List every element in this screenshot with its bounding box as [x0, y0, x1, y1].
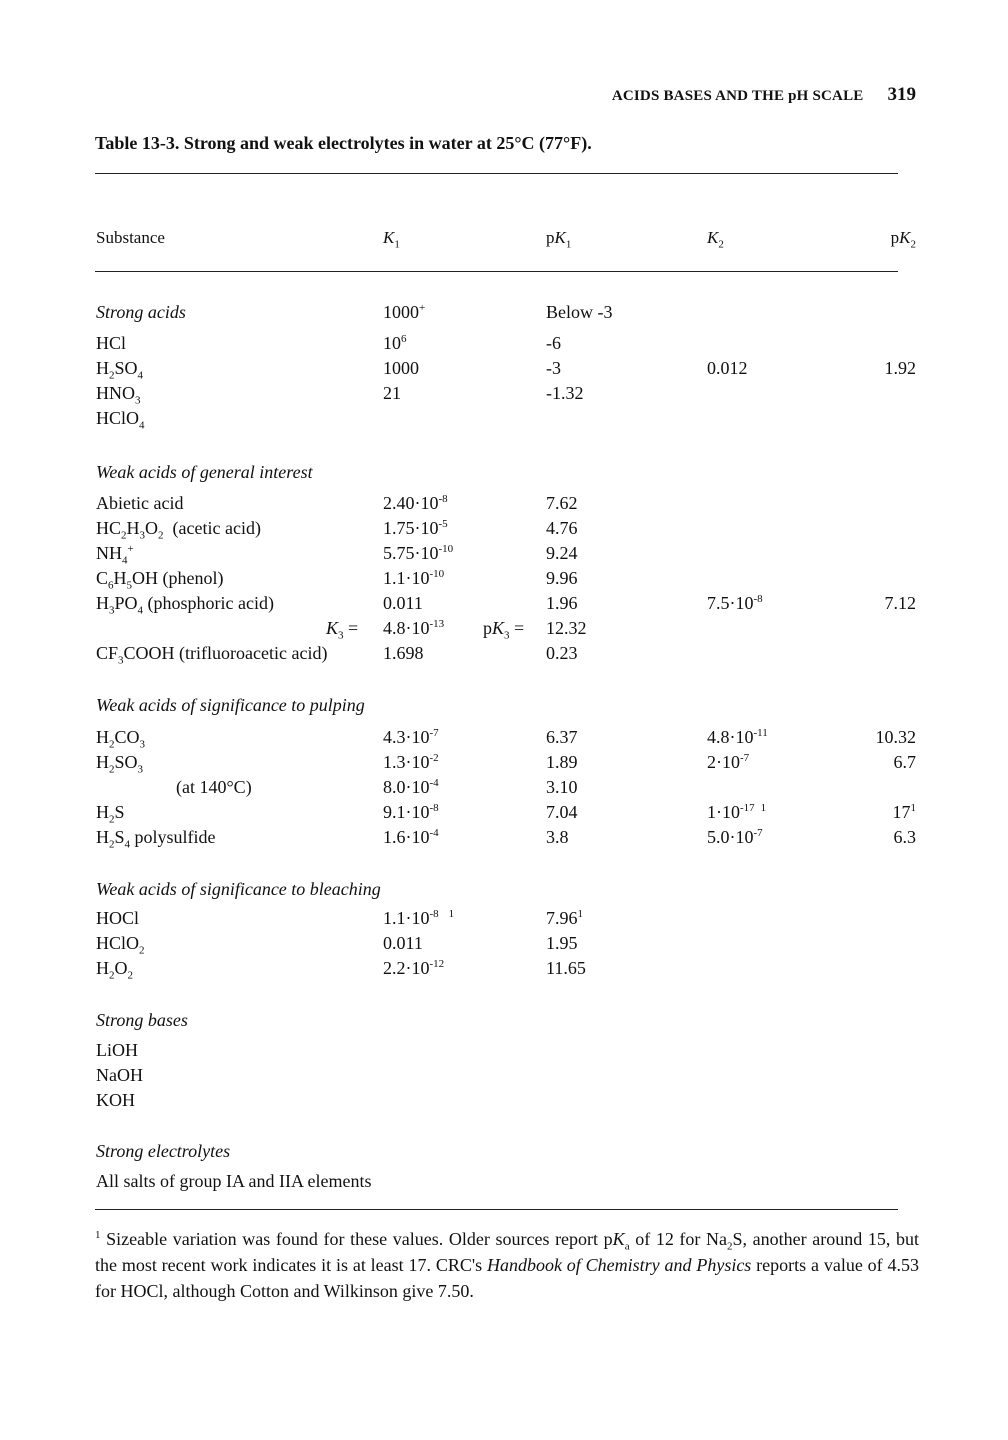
table-row	[0, 777, 1008, 803]
pk2-value: 6.3	[893, 827, 916, 847]
table-row	[0, 358, 1008, 384]
pk1-value: Below -3	[546, 302, 613, 322]
substance-name: $CF_3COOH$ (trifluoroacetic acid)	[96, 643, 328, 667]
k1-value: $1.1\cdot 10^{-8}$ $^1$	[383, 908, 455, 928]
pk2-value: 1.92	[884, 358, 916, 378]
table-bottom-rule	[95, 1209, 898, 1210]
pk1-value: 7.96$^1$	[546, 908, 583, 928]
table-header-row	[0, 228, 1008, 254]
pk1-value: 9.96	[546, 568, 578, 588]
section-heading: Strong bases	[96, 1010, 188, 1030]
section-heading: Weak acids of general interest	[96, 462, 313, 482]
substance-name: $H_2SO_4$	[96, 358, 144, 382]
substance-name: LiOH	[96, 1040, 138, 1060]
substance-name: (at 140°C)	[176, 777, 252, 797]
k1-value: $2.40\cdot 10^{-8}$	[383, 493, 448, 513]
table-row	[0, 802, 1008, 828]
k1-value: $1.75\cdot 10^{-5}$	[383, 518, 448, 538]
section-weak-pulping	[0, 695, 1008, 721]
substance-name: $HNO_3$	[96, 383, 141, 407]
table-row	[0, 333, 1008, 359]
table-row	[0, 493, 1008, 519]
pk1-value: -1.32	[546, 383, 584, 403]
table-row	[0, 643, 1008, 669]
pk1-value: -6	[546, 333, 561, 353]
section-heading: Strong acids	[96, 302, 186, 322]
section-weak-bleaching	[0, 879, 1008, 905]
table-row	[0, 543, 1008, 569]
page-number: 319	[887, 84, 916, 105]
pk1-value: 4.76	[546, 518, 578, 538]
pk1-value: 1.89	[546, 752, 578, 772]
running-head	[612, 84, 916, 106]
pk1-value: 3.8	[546, 827, 569, 847]
k1-value: $10^6$	[383, 333, 407, 353]
header-substance: Substance	[96, 228, 165, 247]
pk1-value: 1.96	[546, 593, 578, 613]
pk3-label: $pK_3$ =	[483, 618, 529, 642]
pk1-value: 6.37	[546, 727, 578, 747]
substance-name: HClO$_4$	[96, 408, 145, 432]
table-row	[0, 593, 1008, 619]
header-k2: $K_2$	[707, 228, 724, 251]
k2-value: $1\cdot 10^{-17}$ $^1$	[707, 802, 767, 822]
section-heading: Weak acids of significance to pulping	[96, 695, 365, 715]
table-row	[0, 752, 1008, 778]
k1-value: $1.3\cdot 10^{-2}$	[383, 752, 439, 772]
substance-name: $HC_2H_3O_2$ (acetic acid)	[96, 518, 261, 542]
substance-name: All salts of group IA and IIA elements	[96, 1171, 372, 1191]
section-heading: Strong electrolytes	[96, 1141, 231, 1161]
k1-value: $5.75\cdot 10^{-10}$	[383, 543, 454, 563]
substance-name: $NH_4^+$	[96, 543, 134, 567]
k1-value: 1000	[383, 358, 419, 378]
substance-name: HOCl	[96, 908, 140, 928]
table-row	[0, 827, 1008, 853]
substance-name: $H_2S$	[96, 802, 125, 826]
k1-value: 1.698	[383, 643, 424, 663]
pk2-value: 7.12	[884, 593, 916, 613]
k1-value: 21	[383, 383, 401, 403]
k1-value: $9.1\cdot 10^{-8}$	[383, 802, 439, 822]
header-bottom-rule	[95, 271, 898, 272]
k2-value: $5.0\cdot 10^{-7}$	[707, 827, 763, 847]
k1-value: $1.6\cdot 10^{-4}$	[383, 827, 439, 847]
table-row	[0, 933, 1008, 959]
k1-value: $1.1\cdot 10^{-10}$	[383, 568, 445, 588]
k3-label: $K_3$ =	[326, 618, 363, 642]
footnote-book-title: Handbook of Chemistry and Physics	[486, 1255, 752, 1275]
substance-name: $H_2CO_3$	[96, 727, 146, 751]
k1-value: 0.011	[383, 933, 423, 953]
table-row	[0, 618, 1008, 644]
table-row	[0, 1065, 1008, 1091]
substance-name: KOH	[96, 1090, 135, 1110]
k1-value: $2.2\cdot 10^{-12}$	[383, 958, 445, 978]
running-head-title: ACIDS BASES AND THE pH SCALE	[611, 88, 864, 104]
table-row	[0, 1171, 1008, 1197]
substance-name: Abietic acid	[96, 493, 184, 513]
table-row	[0, 568, 1008, 594]
section-weak-general	[0, 462, 1008, 488]
table-title: Table 13-3. Strong and weak electrolytes in water at 25°C (77°F).	[95, 133, 592, 153]
header-k1: $K_1$	[383, 228, 400, 251]
pk1-value: -3	[546, 358, 561, 378]
table-top-rule	[95, 173, 898, 174]
pk1-value: 0.23	[546, 643, 578, 663]
pk1-value: 11.65	[546, 958, 586, 978]
k2-value: $7.5\cdot 10^{-8}$	[707, 593, 763, 613]
substance-name: $C_6H_5OH$ (phenol)	[96, 568, 224, 592]
table-row	[0, 958, 1008, 984]
substance-name: $H_3PO_4$ (phosphoric acid)	[96, 593, 274, 617]
pk1-value: 1.95	[546, 933, 578, 953]
table-row	[0, 1040, 1008, 1066]
pk2-value: 10.32	[875, 727, 916, 747]
header-pk1: $pK_1$	[546, 228, 572, 251]
k2-value: $2\cdot 10^{-7}$	[707, 752, 750, 772]
table-row	[0, 908, 1008, 934]
table-row	[0, 518, 1008, 544]
k1-value: 0.011	[383, 593, 423, 613]
k3-value: $4.8\cdot 10^{-13}$	[383, 618, 445, 638]
section-strong-acids	[0, 302, 1008, 328]
pk1-value: 7.04	[546, 802, 578, 822]
pk1-value: 9.24	[546, 543, 578, 563]
footnote: $^1$ Sizeable variation was found for these values. Older sources report $pK_a$ of 12 for $Na_2S$, another around 15, but the most recent work indicates it is at least 17. CRC's Handbook of Chemistry and Physics reports a value of 4.53 for HOCl, although Cotton and Wilkinson give 7.50.	[95, 1229, 919, 1301]
k2-value: 0.012	[707, 358, 748, 378]
table-row	[0, 383, 1008, 409]
k1-value: $4.3\cdot 10^{-7}$	[383, 727, 439, 747]
substance-name: $H_2SO_3$	[96, 752, 144, 776]
section-strong-electrolytes	[0, 1141, 1008, 1167]
section-heading: Weak acids of significance to bleaching	[96, 879, 381, 899]
section-strong-bases	[0, 1010, 1008, 1036]
pk1-value: 7.62	[546, 493, 578, 513]
pk2-value: $17^1$	[892, 802, 916, 822]
pk3-value: 12.32	[546, 618, 587, 638]
k1-value: 1000+	[383, 302, 426, 322]
substance-name: $H_2S_4$ polysulfide	[96, 827, 216, 851]
pk2-value: 6.7	[893, 752, 916, 772]
pk1-value: 3.10	[546, 777, 578, 797]
substance-name: NaOH	[96, 1065, 143, 1085]
table-row	[0, 408, 1008, 434]
substance-name: HClO$_2$	[96, 933, 145, 957]
table-row	[0, 1090, 1008, 1116]
substance-name: HCl	[96, 333, 127, 353]
substance-name: $H_2O_2$	[96, 958, 133, 982]
header-pk2: $pK_2$	[890, 228, 916, 251]
k2-value: $4.8\cdot 10^{-11}$	[707, 727, 768, 747]
table-row	[0, 727, 1008, 753]
footnote-marker: 1	[95, 1229, 101, 1241]
k1-value: $8.0\cdot 10^{-4}$	[383, 777, 439, 797]
